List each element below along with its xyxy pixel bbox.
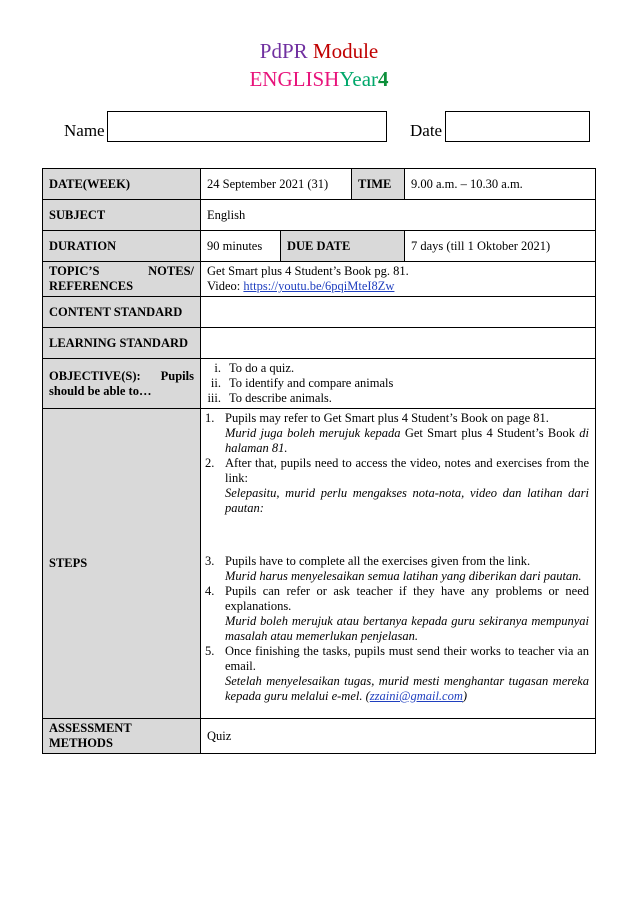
step-5-ms-a: Setelah menyelesaikan tugas, murid mesti menghantar tugasan mereka kepada guru melalui e-mel. ( [225,674,589,703]
step-2-en: After that, pupils need to access the video, notes and exercises from the link: [225,456,589,485]
date-field[interactable] [445,111,590,142]
name-field[interactable] [107,111,387,142]
objectives-label [43,359,201,409]
name-label: Name [64,121,105,140]
title-module: Module [312,39,379,63]
topic-label-c: REFERENCES [49,279,134,293]
subject-label: SUBJECT [43,200,201,231]
objectives-label-c: should be able to… [49,383,152,398]
objective-num: ii. [210,376,221,390]
row-duration [43,231,596,262]
topic-value [201,262,596,297]
step-5-ms [225,674,589,704]
row-date-week [43,169,596,200]
duration-value: 90 minutes [201,231,281,262]
step-4-en: Pupils can refer or ask teacher if they have any problems or need explanations. [225,584,589,613]
step-1-ms-b: Get Smart plus 4 Student’s Book [400,426,580,440]
row-steps [43,409,596,719]
step-3 [205,554,589,584]
objective-num: iii. [207,391,221,405]
video-link[interactable]: https://youtu.be/6pqiMteI8Zw [243,279,395,293]
objective-text: To do a quiz. [229,361,295,375]
step-number: 2. [205,456,215,470]
title-pdpr: PdPR [259,39,308,63]
step-1-ms [225,426,589,456]
objective-item [201,391,589,406]
topic-video [207,279,589,294]
learning-standard-value [201,328,596,359]
email-link[interactable]: zzaini@gmail.com [369,689,463,703]
step-number: 5. [205,644,215,658]
row-subject [43,200,596,231]
steps-spacer [205,516,589,554]
assessment-label-b: METHODS [49,736,113,750]
step-3-ms: Murid harus menyelesaikan semua latihan yang diberikan dari pautan. [225,569,582,583]
date-week-label: DATE(WEEK) [43,169,201,200]
objectives-label-a: OBJECTIVE(S): [49,368,141,383]
step-4 [205,584,589,644]
row-content-standard [43,297,596,328]
content-standard-label: CONTENT STANDARD [43,297,201,328]
date-week-value: 24 September 2021 (31) [201,169,352,200]
row-assessment [43,719,596,754]
steps-label: STEPS [43,409,201,719]
topic-label [43,262,201,297]
step-1-ms-a: Murid juga boleh merujuk kepada [225,426,401,440]
row-objectives [43,359,596,409]
video-label: Video: [207,279,244,293]
topic-label-b: NOTES/ [148,264,194,278]
learning-standard-label: LEARNING STANDARD [43,328,201,359]
due-date-value: 7 days (till 1 Oktober 2021) [405,231,596,262]
subtitle-number: 4 [378,67,389,91]
module-title [0,38,638,64]
assessment-value: Quiz [201,719,596,754]
step-2 [205,456,589,516]
subtitle-year: Year [339,67,379,91]
duration-label: DURATION [43,231,201,262]
topic-book: Get Smart plus 4 Student’s Book pg. 81. [207,264,409,278]
content-standard-value [201,297,596,328]
step-3-en: Pupils have to complete all the exercises given from the link. [225,554,531,568]
assessment-label [43,719,201,754]
topic-label-a: TOPIC’S [49,264,100,278]
step-number: 3. [205,554,215,568]
step-5-ms-b: ) [462,689,468,703]
steps-value [201,409,596,719]
step-4-ms: Murid boleh merujuk atau bertanya kepada guru sekiranya mempunyai masalah atau memerlukan penjelasan. [225,614,589,643]
time-label: TIME [352,169,405,200]
row-topic [43,262,596,297]
step-2-ms: Selepasitu, murid perlu mengakses nota-nota, video dan latihan dari pautan: [225,486,589,515]
step-number: 4. [205,584,215,598]
step-1-ms-c: di halaman 81. [225,426,589,455]
objective-text: To describe animals. [229,391,332,405]
subtitle-english: ENGLISH [249,67,340,91]
objectives-list [201,361,589,406]
objective-num: i. [214,361,221,375]
date-label: Date [410,121,443,140]
step-5 [205,644,589,704]
step-number: 1. [205,411,215,425]
time-value: 9.00 a.m. – 10.30 a.m. [405,169,596,200]
step-5-en: Once finishing the tasks, pupils must send their works to teacher via an email. [225,644,589,673]
step-1-en: Pupils may refer to Get Smart plus 4 Student’s Book on page 81. [225,411,549,425]
objective-item [201,376,589,391]
objective-text: To identify and compare animals [229,376,394,390]
subject-value: English [201,200,596,231]
row-learning-standard [43,328,596,359]
lesson-plan-table [42,168,596,754]
step-1 [205,411,589,456]
objectives-value [201,359,596,409]
objectives-label-b: Pupils [160,368,194,383]
objective-item [201,361,589,376]
assessment-label-a: ASSESSMENT [49,721,132,735]
module-subtitle [0,66,638,92]
due-date-label: DUE DATE [281,231,405,262]
